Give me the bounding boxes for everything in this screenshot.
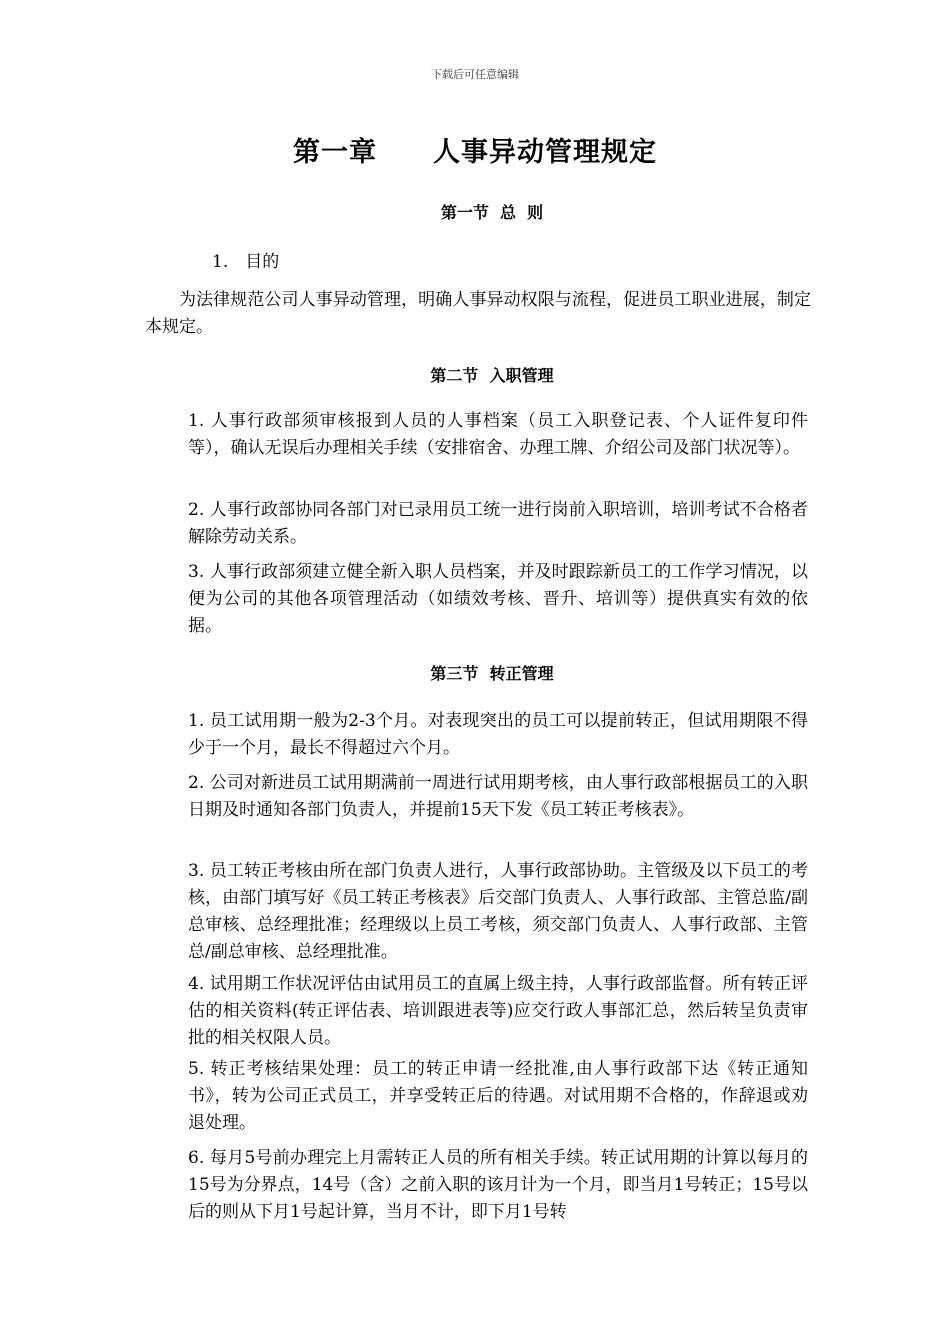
onboarding-item-2: 2. 人事行政部协同各部门对已录用员工统一进行岗前入职培训，培训考试不合格者解除劳动关系。 xyxy=(188,500,808,547)
section-title-probation: 第三节 转正管理 xyxy=(430,664,554,683)
probation-item-2: 2. 公司对新进员工试用期满前一周进行试用期考核，由人事行政部根据员工的入职日期及时通知各部门负责人，并提前15天下发《员工转正考核表》。 xyxy=(188,773,808,820)
purpose-paragraph: 为法律规范公司人事异动管理，明确人事异动权限与流程，促进员工职业进展，制定本规定。 xyxy=(145,290,811,337)
header-note: 下载后可任意编辑 xyxy=(431,68,519,81)
onboarding-item-3: 3. 人事行政部须建立健全新入职人员档案，并及时跟踪新员工的工作学习情况，以便为公司的其他各项管理活动（如绩效考核、晋升、培训等）提供真实有效的依据。 xyxy=(188,562,808,636)
probation-item-3: 3. 员工转正考核由所在部门负责人进行，人事行政部协助。主管级及以下员工的考核，由部门填写好《员工转正考核表》后交部门负责人、人事行政部、主管总监/副总审核、总经理批准；经理级以上员工考核，须交部门负责人、人事行政部、主管总/副总审核、总经理批准。 xyxy=(188,861,808,962)
probation-item-1: 1. 员工试用期一般为2-3个月。对表现突出的员工可以提前转正，但试用期限不得少于一个月，最长不得超过六个月。 xyxy=(188,711,808,758)
chapter-title: 第一章 人事异动管理规定 xyxy=(293,137,657,168)
section-title-general: 第一节 总 则 xyxy=(440,203,544,222)
onboarding-item-1: 1. 人事行政部须审核报到人员的人事档案（员工入职登记表、个人证件复印件等），确认无误后办理相关手续（安排宿舍、办理工牌、介绍公司及部门状况等）。 xyxy=(188,411,808,458)
probation-item-6: 6. 每月5号前办理完上月需转正人员的所有相关手续。转正试用期的计算以每月的15号为分界点，14号（含）之前入职的该月计为一个月，即当月1号转正；15号以后的则从下月1号起计算，当月不计，即下月1号转 xyxy=(188,1148,808,1222)
purpose-heading: 1. 目的 xyxy=(212,252,280,272)
probation-item-5: 5. 转正考核结果处理：员工的转正申请一经批准,由人事行政部下达《转正通知书》，转为公司正式员工，并享受转正后的待遇。对试用期不合格的，作辞退或劝退处理。 xyxy=(188,1059,808,1133)
probation-item-4: 4. 试用期工作状况评估由试用员工的直属上级主持，人事行政部监督。所有转正评估的相关资料(转正评估表、培训跟进表等)应交行政人事部汇总，然后转呈负责审批的相关权限人员。 xyxy=(188,974,808,1048)
section-title-onboarding: 第二节 入职管理 xyxy=(430,366,554,385)
